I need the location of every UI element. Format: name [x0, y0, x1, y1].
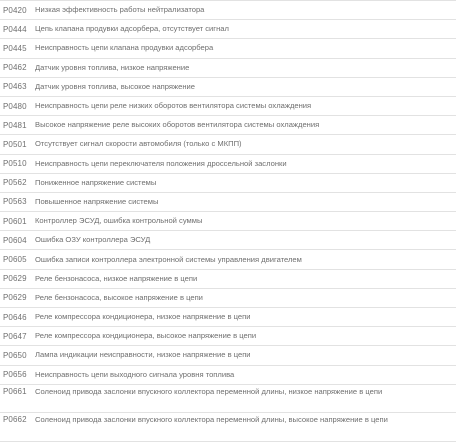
- table-row: [0, 270, 456, 289]
- dtc-code: P0445: [3, 43, 27, 53]
- table-row: [0, 135, 456, 154]
- table-row: [0, 385, 456, 414]
- dtc-description: Реле компрессора кондиционера, высокое напряжение в цепи: [35, 331, 257, 341]
- dtc-description: Неисправность цепи переключателя положения дроссельной заслонки: [35, 158, 287, 168]
- dtc-description: Цепь клапана продувки адсорбера, отсутствует сигнал: [35, 24, 229, 34]
- dtc-description: Лампа индикации неисправности, низкое напряжение в цепи: [35, 350, 251, 360]
- dtc-code: P0656: [3, 370, 27, 380]
- dtc-code: P0463: [3, 82, 27, 92]
- dtc-description: Отсутствует сигнал скорости автомобиля (только с МКПП): [35, 139, 242, 149]
- table-row: [0, 308, 456, 327]
- table-row: [0, 346, 456, 365]
- dtc-description: Неисправность цепи выходного сигнала уровня топлива: [35, 369, 235, 379]
- dtc-code: P0629: [3, 274, 27, 284]
- dtc-description: Неисправность цепи реле низких оборотов вентилятора системы охлаждения: [35, 101, 312, 111]
- dtc-code: P0420: [3, 5, 27, 15]
- dtc-code: P0661: [3, 386, 27, 396]
- dtc-description: Пониженное напряжение системы: [35, 177, 157, 187]
- table-row: [0, 116, 456, 135]
- dtc-description: Контроллер ЭСУД, ошибка контрольной суммы: [35, 216, 203, 226]
- dtc-description: Соленоид привода заслонки впускного коллектора переменной длины, высокое напряжение в цепи: [35, 415, 388, 425]
- table-row: [0, 20, 456, 39]
- table-row: [0, 97, 456, 116]
- dtc-description: Реле компрессора кондиционера, низкое напряжение в цепи: [35, 312, 251, 322]
- dtc-code: P0480: [3, 101, 27, 111]
- dtc-code: P0605: [3, 255, 27, 265]
- dtc-description: Неисправность цепи клапана продувки адсорбера: [35, 43, 214, 53]
- dtc-code: P0662: [3, 415, 27, 425]
- dtc-code: P0462: [3, 63, 27, 73]
- table-row: [0, 250, 456, 269]
- dtc-code: P0481: [3, 120, 27, 130]
- dtc-description: Соленоид привода заслонки впускного коллектора переменной длины, низкое напряжение в цепи: [35, 386, 383, 396]
- table-row: [0, 1, 456, 20]
- dtc-description: Ошибка записи контроллера электронной системы управления двигателем: [35, 254, 302, 264]
- dtc-description: Повышенное напряжение системы: [35, 196, 159, 206]
- dtc-description: Реле бензонасоса, низкое напряжение в цепи: [35, 273, 198, 283]
- table-row: [0, 231, 456, 250]
- dtc-code: P0562: [3, 178, 27, 188]
- table-row: [0, 413, 456, 442]
- table-row: [0, 193, 456, 212]
- dtc-code: P0604: [3, 235, 27, 245]
- table-row: [0, 289, 456, 308]
- table-row: [0, 39, 456, 58]
- dtc-description: Низкая эффективность работы нейтрализатора: [35, 5, 205, 15]
- table-row: [0, 366, 456, 385]
- dtc-code: P0647: [3, 331, 27, 341]
- table-row: [0, 59, 456, 78]
- table-row: [0, 155, 456, 174]
- dtc-description: Ошибка ОЗУ контроллера ЭСУД: [35, 235, 151, 245]
- dtc-code: P0650: [3, 350, 27, 360]
- table-row: [0, 212, 456, 231]
- table-row: [0, 327, 456, 346]
- dtc-code: P0629: [3, 293, 27, 303]
- dtc-code: P0563: [3, 197, 27, 207]
- dtc-code: P0646: [3, 312, 27, 322]
- table-row: [0, 174, 456, 193]
- table-row: [0, 78, 456, 97]
- dtc-code: P0444: [3, 24, 27, 34]
- dtc-description: Реле бензонасоса, высокое напряжение в цепи: [35, 292, 203, 302]
- dtc-code: P0501: [3, 139, 27, 149]
- dtc-code: P0510: [3, 159, 27, 169]
- dtc-description: Датчик уровня топлива, низкое напряжение: [35, 62, 190, 72]
- dtc-code: P0601: [3, 216, 27, 226]
- dtc-description: Датчик уровня топлива, высокое напряжение: [35, 81, 196, 91]
- dtc-description: Высокое напряжение реле высоких оборотов вентилятора системы охлаждения: [35, 120, 320, 130]
